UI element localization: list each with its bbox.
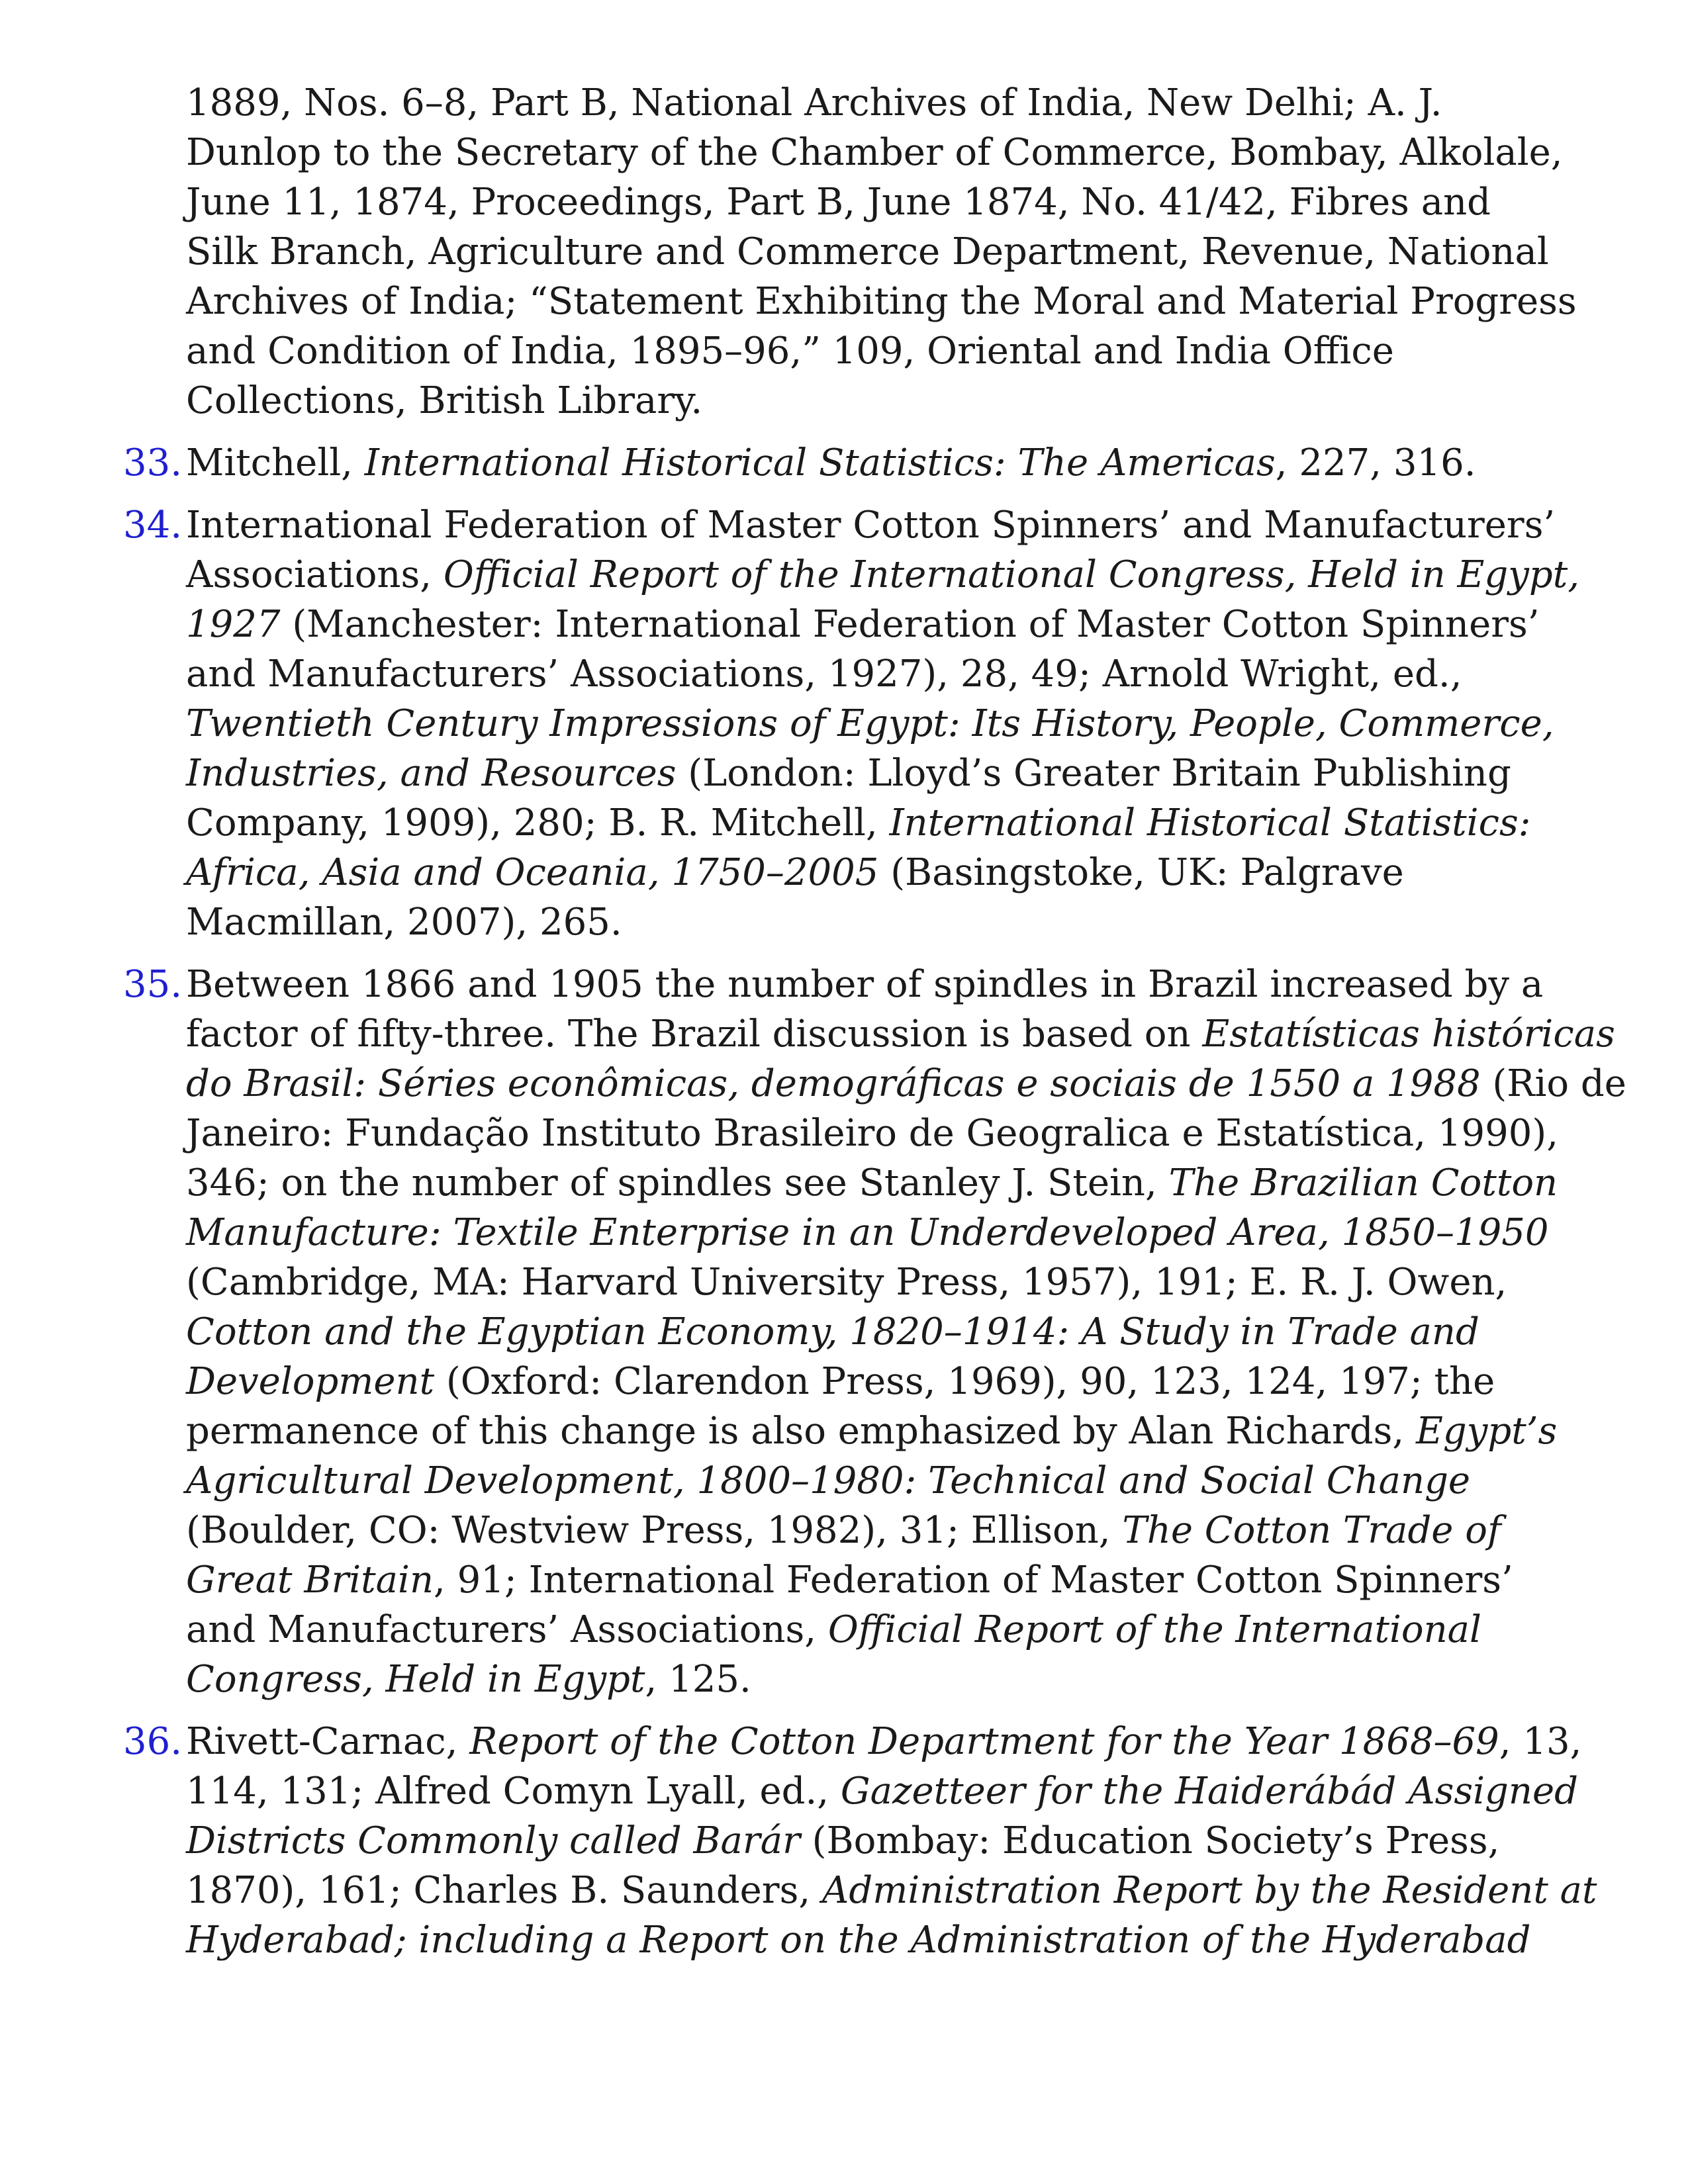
footnote-text: , 13, <box>1499 1720 1582 1763</box>
footnote-text: Mitchell, <box>186 441 365 484</box>
footnote-line <box>186 1605 1563 1655</box>
italic-title-text: International Historical Statistics: The Americas <box>364 441 1276 484</box>
footnote-line <box>186 848 1563 897</box>
footnote-text: (Basingstoke, UK: Palgrave <box>878 851 1404 894</box>
footnote-line <box>186 1158 1563 1208</box>
footnote-text: Archives of India; “Statement Exhibiting the Moral and Material Progress <box>186 280 1577 323</box>
footnote-text: factor of fifty-three. The Brazil discussion is based on <box>186 1013 1203 1056</box>
footnote-text: and Manufacturers’ Associations, <box>186 1608 828 1651</box>
footnote-line <box>186 376 1563 426</box>
footnote-number-link[interactable]: 36. <box>123 1720 183 1763</box>
italic-title-text: Development <box>186 1360 435 1403</box>
footnote-line <box>186 550 1580 600</box>
italic-title-text: Gazetteer for the Haiderábád Assigned <box>840 1770 1578 1813</box>
italic-title-text: Administration Report by the Resident at <box>821 1869 1597 1912</box>
italic-title-text: The Cotton Trade of <box>1122 1509 1501 1552</box>
footnote-line <box>186 960 1563 1009</box>
footnote-line <box>186 128 1563 177</box>
footnote-line <box>186 1009 1615 1059</box>
footnote-text: 346; on the number of spindles see Stanley J. Stein, <box>186 1161 1169 1205</box>
italic-title-text: Africa, Asia and Oceania, 1750–2005 <box>186 851 879 894</box>
footnote-text: (Rio de <box>1480 1062 1626 1105</box>
footnote-line <box>186 1059 1626 1109</box>
italic-title-text: Congress, Held in Egypt <box>186 1658 645 1701</box>
italic-title-text: Estatísticas históricas <box>1202 1013 1615 1056</box>
footnote-text: Collections, British Library. <box>186 379 703 422</box>
footnote-line <box>186 699 1563 749</box>
italic-title-text: Industries, and Resources <box>186 752 677 795</box>
footnote-text: 114, 131; Alfred Comyn Lyall, ed., <box>186 1770 841 1813</box>
footnote <box>123 438 1563 488</box>
footnote-line <box>186 1866 1597 1915</box>
footnote-text: and Condition of India, 1895–96,” 109, Oriental and India Office <box>186 330 1394 373</box>
footnote-text: International Federation of Master Cotton Spinners’ and Manufacturers’ <box>186 504 1556 547</box>
italic-title-text: Districts Commonly called Barár <box>186 1819 800 1862</box>
footnote-line <box>186 749 1563 798</box>
footnote-line <box>186 227 1563 277</box>
footnote-text: Janeiro: Fundação Instituto Brasileiro de Geogralica e Estatística, 1990), <box>186 1112 1559 1155</box>
footnote <box>123 1717 1597 1965</box>
footnote-line <box>186 438 1563 488</box>
footnote-line <box>186 500 1563 550</box>
footnote-text: Silk Branch, Agriculture and Commerce Department, Revenue, National <box>186 230 1549 273</box>
footnote <box>123 960 1626 1704</box>
footnote <box>186 78 1577 426</box>
footnote <box>123 500 1580 947</box>
italic-title-text: Twentieth Century Impressions of Egypt: Its History, People, Commerce, <box>186 702 1554 745</box>
footnote-line <box>186 326 1563 376</box>
footnote-text: , 227, 316. <box>1275 441 1476 484</box>
footnote-text: (London: Lloyd’s Greater Britain Publishing <box>676 752 1511 795</box>
footnote-line <box>186 1208 1563 1257</box>
italic-title-text: Agricultural Development, 1800–1980: Technical and Social Change <box>186 1459 1471 1502</box>
footnote-text: Associations, <box>186 553 444 596</box>
footnote-line <box>186 798 1563 848</box>
italic-title-text: do Brasil: Séries econômicas, demográficas e sociais de 1550 a 1988 <box>186 1062 1481 1105</box>
italic-title-text: The Brazilian Cotton <box>1168 1161 1558 1205</box>
italic-title-text: Manufacture: Textile Enterprise in an Underdeveloped Area, 1850–1950 <box>186 1211 1549 1254</box>
italic-title-text: International Historical Statistics: <box>889 801 1531 844</box>
footnote-text: 1870), 161; Charles B. Saunders, <box>186 1869 822 1912</box>
footnote-line <box>186 1655 1563 1704</box>
footnote-line <box>186 177 1563 227</box>
footnote-line <box>186 1357 1563 1406</box>
footnote-line <box>186 1456 1563 1506</box>
footnote-line <box>186 277 1577 326</box>
footnote-text: (Manchester: International Federation of Master Cotton Spinners’ <box>280 603 1540 646</box>
footnote-text: June 11, 1874, Proceedings, Part B, June 1874, No. 41/42, Fibres and <box>186 181 1491 224</box>
italic-title-text: Great Britain <box>186 1559 434 1602</box>
footnote-text: Macmillan, 2007), 265. <box>186 901 622 944</box>
footnote-line <box>186 1717 1582 1766</box>
footnote-line <box>186 1109 1563 1158</box>
footnote-text: (Boulder, CO: Westview Press, 1982), 31; Ellison, <box>186 1509 1123 1552</box>
footnote-line <box>186 897 1563 947</box>
footnote-text: , 91; International Federation of Master Cotton Spinners’ <box>434 1559 1513 1602</box>
footnote-number-link[interactable]: 34. <box>123 504 183 547</box>
italic-title-text: Report of the Cotton Department for the Year 1868–69 <box>469 1720 1499 1763</box>
footnote-number-link[interactable]: 33. <box>123 441 183 484</box>
footnote-text: Dunlop to the Secretary of the Chamber of Commerce, Bombay, Alkolale, <box>186 131 1563 174</box>
italic-title-text: Cotton and the Egyptian Economy, 1820–1914: A Study in Trade and <box>186 1310 1479 1353</box>
footnote-line <box>186 1915 1563 1965</box>
footnote-text: Company, 1909), 280; B. R. Mitchell, <box>186 801 890 844</box>
footnote-text: , 125. <box>645 1658 751 1701</box>
footnote-text: (Cambridge, MA: Harvard University Press, 1957), 191; E. R. J. Owen, <box>186 1261 1507 1304</box>
italic-title-text: 1927 <box>186 603 281 646</box>
footnote-line <box>186 1766 1578 1816</box>
footnote-text: 1889, Nos. 6–8, Part B, National Archives of India, New Delhi; A. J. <box>186 81 1442 124</box>
footnote-line <box>186 1406 1563 1456</box>
footnote-line <box>186 600 1563 649</box>
footnote-text: Between 1866 and 1905 the number of spindles in Brazil increased by a <box>186 963 1544 1006</box>
italic-title-text: Official Report of the International Congress, Held in Egypt, <box>443 553 1580 596</box>
italic-title-text: Official Report of the International <box>827 1608 1481 1651</box>
footnote-number-link[interactable]: 35. <box>123 963 183 1006</box>
footnote-text: permanence of this change is also emphasized by Alan Richards, <box>186 1410 1416 1453</box>
italic-title-text: Egypt’s <box>1415 1410 1558 1453</box>
footnote-line <box>186 1816 1563 1866</box>
italic-title-text: Hyderabad; including a Report on the Administration of the Hyderabad <box>186 1919 1531 1962</box>
footnote-line <box>186 78 1563 128</box>
footnote-text: and Manufacturers’ Associations, 1927), 28, 49; Arnold Wright, ed., <box>186 653 1462 696</box>
footnote-line <box>186 1257 1563 1307</box>
footnote-text: (Bombay: Education Society’s Press, <box>800 1819 1500 1862</box>
footnote-text: (Oxford: Clarendon Press, 1969), 90, 123, 124, 197; the <box>434 1360 1495 1403</box>
footnote-line <box>186 1506 1563 1555</box>
footnote-line <box>186 649 1563 699</box>
footnote-line <box>186 1307 1563 1357</box>
footnote-line <box>186 1555 1563 1605</box>
footnote-text: Rivett-Carnac, <box>186 1720 470 1763</box>
